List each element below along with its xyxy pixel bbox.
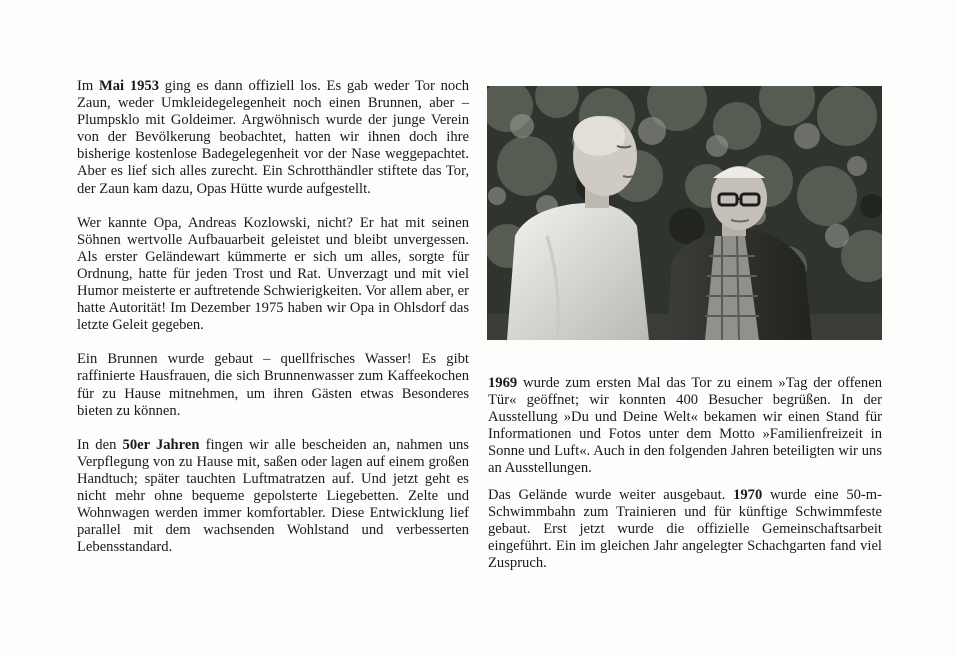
bold-year-1970: 1970 xyxy=(733,486,763,503)
left-text-column xyxy=(77,78,469,573)
right-text-column xyxy=(488,375,882,581)
paragraph-50er-jahre: In den 50er Jahren fingen wir alle bescheiden an, nahmen uns Verpflegung von zu Hause mit, saßen oder lagen auf einem großen Handtuch; später tauchten Luftmatratzen auf. Und jetzt geht es nicht mehr ohne bequeme gepolsterte Liegebetten. Zelte und Wohnwagen werden immer komfortabler. Diese Entwicklung lief parallel mit dem wachsenden Wohlstand und verbesserten Lebensstandard. xyxy=(77,436,469,556)
paragraph-brunnen: Ein Brunnen wurde gebaut – quellfrisches Wasser! Es gibt raffinierte Hausfrauen, die sich Brunnenwasser zum Kaffeekochen für zu Hause mitnehmen, um ihren Gästen etwas Besonderes bieten zu können. xyxy=(77,351,469,419)
paragraph-opa-kozlowski: Wer kannte Opa, Andreas Kozlowski, nicht? Er hat mit seinen Söhnen wertvolle Aufbauarbeit geleistet und bleibt unvergessen. Als erster Geländewart kümmerte er sich um alles, sorgte für Ordnung, hatte für jeden Trost und Rat. Unverzagt und mit viel Humor meisterte er auftretende Schwierigkeiten. Vor allem aber, er hatte Autorität! Im Dezember 1975 haben wir Opa in Ohlsdorf das letzte Geleit gegeben. xyxy=(77,214,469,334)
bold-date-mai-1953: Mai 1953 xyxy=(98,78,160,94)
bold-50er-jahren: 50er Jahren xyxy=(122,436,200,453)
paragraph-1969: 1969 wurde zum ersten Mal das Tor zu einem »Tag der offenen Tür« geöffnet; wir konnten 400 Besucher begrüßen. In der Ausstellung »Du und Deine Welt« bekamen wir einen Stand für Informationen und Fotos unter dem Motto »Familienfreizeit in Sonne und Luft«. Auch in den folgenden Jahren beteiligten wir uns an Ausstellungen. xyxy=(488,375,882,477)
paragraph-mai-1953: Im Mai 1953 ging es dann offiziell los. Es gab weder Tor noch Zaun, weder Umkleidegelegenheit noch einen Brunnen, aber – Plumpsklo mit Goldeimer. Argwöhnisch wurde der junge Verein von der Bevölkerung beobachtet, hatten wir ihnen doch ihre bisherige kostenlose Badegelegenheit vor der Nase weggepachtet. Aber es lief sich alles zurecht. Ein Schrotthändler stiftete das Tor, der Zaun kam dazu, Opas Hütte wurde aufgestellt. xyxy=(77,78,469,197)
black-white-photo-two-elderly-men xyxy=(487,86,882,340)
paragraph-1970: Das Gelände wurde weiter ausgebaut. 1970 wurde eine 50-m-Schwimmbahn zum Trainieren und für künftige Schwimmfeste gebaut. Erst jetzt wurde die offizielle Gemeinschaftsarbeit eingeführt. Ein im gleichen Jahr angelegter Schachgarten fand viel Zuspruch. xyxy=(488,486,882,571)
bold-year-1969: 1969 xyxy=(488,375,518,391)
